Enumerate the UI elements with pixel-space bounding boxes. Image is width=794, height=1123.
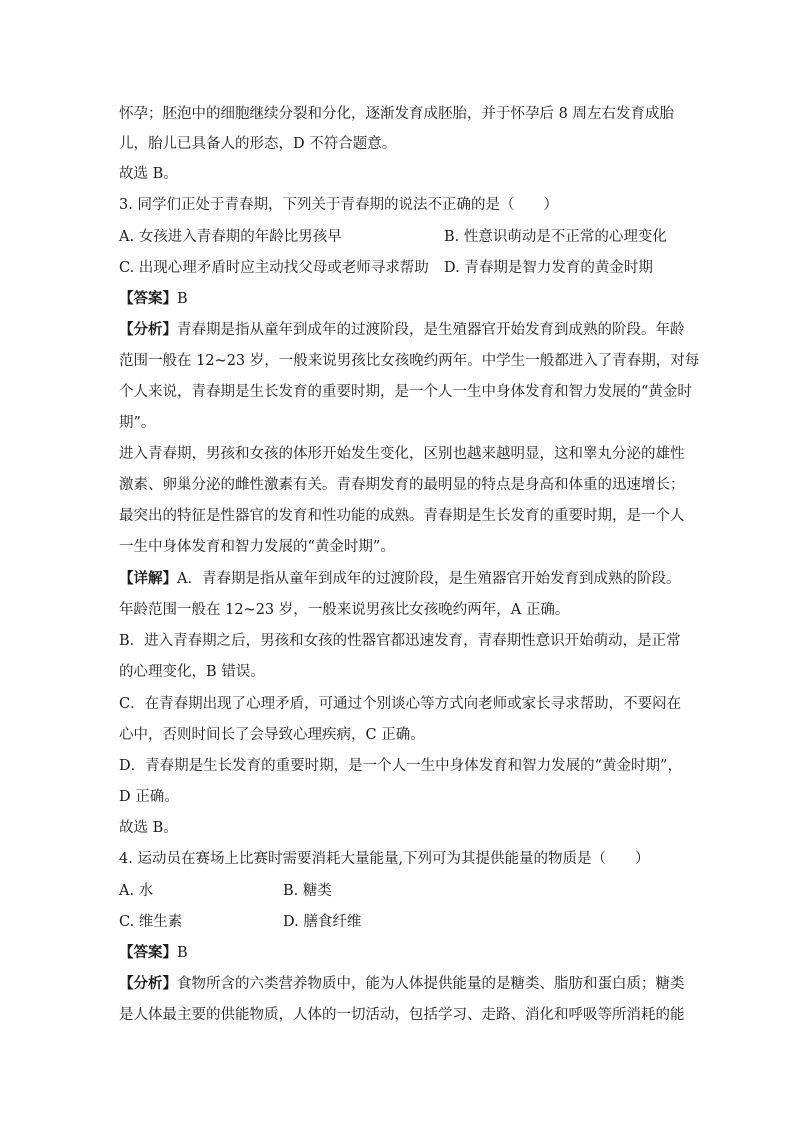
q4-option-b: B. 糖类 xyxy=(283,883,332,899)
q4-option-d: D. 膳食纤维 xyxy=(283,914,362,930)
q3-stem: 3. 同学们正处于青春期，下列关于青春期的说法不正确的是（ ） xyxy=(119,197,558,213)
q3-analysis-text: 青春期是指从童年到成年的过渡阶段，是生殖器官开始发育到成熟的阶段。年龄 xyxy=(177,322,685,338)
q3-analysis-line-6: 激素、卵巢分泌的雌性激素有关。青春期发育的最明显的特点是身高和体重的迅速增长； xyxy=(119,477,685,493)
q3-analysis-line-5: 进入青春期，男孩和女孩的体形开始发生变化，区别也越来越明显，这和睾丸分泌的雄性 xyxy=(119,446,685,462)
q4-option-a: A. 水 xyxy=(119,883,154,899)
q3-analysis-line-3: 个人来说，青春期是生长发育的重要时期，是一个人一生中身体发育和智力发展的“黄金时 xyxy=(119,384,692,400)
q3-analysis-line-1 xyxy=(119,320,685,340)
q3-detail-line-5: C．在青春期出现了心理矛盾，可通过个别谈心等方式向老师或家长寻求帮助，不要闷在 xyxy=(119,696,682,712)
q3-analysis-label: 【分析】 xyxy=(119,321,177,338)
q3-option-a: A. 女孩进入青春期的年龄比男孩早 xyxy=(119,229,342,245)
q3-answer xyxy=(119,289,679,309)
q3-option-b: B. 性意识萌动是不正常的心理变化 xyxy=(444,229,667,245)
q3-detail-label: 【详解】 xyxy=(119,570,177,587)
q3-detail-line-4: 的心理变化，B 错误。 xyxy=(119,664,265,680)
q3-analysis-line-7: 最突出的特征是性器官的发育和性功能的成熟。青春期是生长发育的重要时期，是一个人 xyxy=(119,508,685,524)
q4-analysis-line-2: 是人体最主要的供能物质，人体的一切活动，包括学习、走路、消化和呼吸等所消耗的能 xyxy=(119,1007,685,1023)
q4-answer-label: 【答案】 xyxy=(119,944,177,961)
q3-detail-line-8: D 正确。 xyxy=(119,789,179,805)
q3-option-c: C. 出现心理矛盾时应主动找父母或老师寻求帮助 xyxy=(119,260,429,276)
q4-analysis-line-1 xyxy=(119,974,685,994)
q4-option-c: C. 维生素 xyxy=(119,914,183,930)
q2-conclusion: 故选 B。 xyxy=(119,166,178,182)
q3-answer-value: B xyxy=(177,291,188,307)
q3-detail-text: A．青春期是指从童年到成年的过渡阶段，是生殖器官开始发育到成熟的阶段。 xyxy=(177,571,681,587)
q4-answer xyxy=(119,943,679,963)
q3-analysis-line-4: 期”。 xyxy=(119,415,156,431)
q3-detail-line-7: D．青春期是生长发育的重要时期，是一个人一生中身体发育和智力发展的“黄金时期”， xyxy=(119,758,682,774)
q4-analysis-label: 【分析】 xyxy=(119,975,177,992)
q4-answer-value: B xyxy=(177,945,188,961)
q3-detail-line-1 xyxy=(119,569,679,589)
q3-detail-line-2: 年龄范围一般在 12~23 岁，一般来说男孩比女孩晚约两年，A 正确。 xyxy=(119,602,570,618)
q4-stem: 4. 运动员在赛场上比赛时需要消耗大量能量,下列可为其提供能量的物质是（ ） xyxy=(119,851,650,867)
q3-detail-line-6: 心中，否则时间长了会导致心理疾病，C 正确。 xyxy=(119,727,425,743)
q3-analysis-line-8: 一生中身体发育和智力发展的“黄金时期”。 xyxy=(119,539,395,555)
q4-analysis-text: 食物所含的六类营养物质中，能为人体提供能量的是糖类、脂肪和蛋白质；糖类 xyxy=(177,976,685,992)
q2-text-line-2: 儿，胎儿已具备人的形态，D 不符合题意。 xyxy=(119,136,397,152)
q3-analysis-line-2: 范围一般在 12~23 岁，一般来说男孩比女孩晚约两年。中学生一般都进入了青春期，对每 xyxy=(119,353,700,369)
q3-detail-line-3: B．进入青春期之后，男孩和女孩的性器官都迅速发育，青春期性意识开始萌动，是正常 xyxy=(119,633,681,649)
q3-conclusion: 故选 B。 xyxy=(119,820,178,836)
q3-answer-label: 【答案】 xyxy=(119,290,177,307)
q2-text-line-1: 怀孕；胚泡中的细胞继续分裂和分化，逐渐发育成胚胎，并于怀孕后 8 周左右发育成胎 xyxy=(119,106,674,122)
q3-option-d: D. 青春期是智力发育的黄金时期 xyxy=(444,260,653,276)
